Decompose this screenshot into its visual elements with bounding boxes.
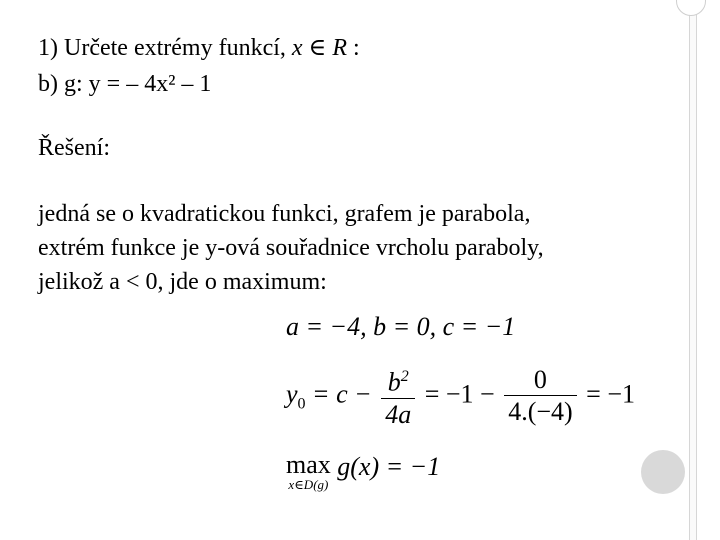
set-r: R xyxy=(332,35,347,61)
solution-heading: Řešení: xyxy=(38,135,110,161)
variable-x: x xyxy=(291,35,303,61)
coefficients-equation: a = −4, b = 0, c = −1 xyxy=(286,312,516,341)
decorative-circle-top xyxy=(676,0,706,16)
task-text: 1) Určete extrémy funkcí, xyxy=(38,35,286,61)
numerator-exponent: 2 xyxy=(400,368,409,385)
max-value: g(x) = −1 xyxy=(330,452,441,481)
maximum-equation xyxy=(286,452,440,492)
middle-term: = −1 − xyxy=(424,379,495,409)
fraction-b2-over-4a xyxy=(381,362,415,431)
vertex-result: = −1 xyxy=(586,379,635,409)
numerator-b: b xyxy=(387,367,401,397)
solution-paragraph-line-3: jelikož a < 0, jde o maximum: xyxy=(38,269,327,295)
slide-right-border xyxy=(689,0,697,540)
max-label: max xyxy=(286,450,331,479)
fraction-0-over-minus16 xyxy=(504,365,576,428)
solution-paragraph-line-1: jedná se o kvadratickou funkci, grafem je parabola, xyxy=(38,201,531,227)
task-line-1 xyxy=(38,34,360,62)
fraction-denominator: 4a xyxy=(381,398,415,431)
y0-symbol: y xyxy=(286,379,298,409)
colon: : xyxy=(352,35,360,61)
solution-paragraph-line-2: extrém funkce je y-ová souřadnice vrcholu paraboly, xyxy=(38,235,544,261)
element-of-symbol: ∈ xyxy=(308,35,327,61)
fraction-numerator xyxy=(381,362,415,398)
task-line-2: b) g: y = – 4x² – 1 xyxy=(38,71,212,97)
y0-equals-c: = c − xyxy=(305,379,372,409)
y0-subscript: 0 xyxy=(297,395,306,413)
fraction2-numerator: 0 xyxy=(533,364,547,394)
decorative-circle-bottom xyxy=(641,450,685,494)
max-domain-subscript: x∈D(g) xyxy=(288,477,329,492)
fraction2-denominator: 4.(−4) xyxy=(504,395,576,428)
vertex-equation xyxy=(286,362,635,431)
max-operator xyxy=(286,452,331,492)
